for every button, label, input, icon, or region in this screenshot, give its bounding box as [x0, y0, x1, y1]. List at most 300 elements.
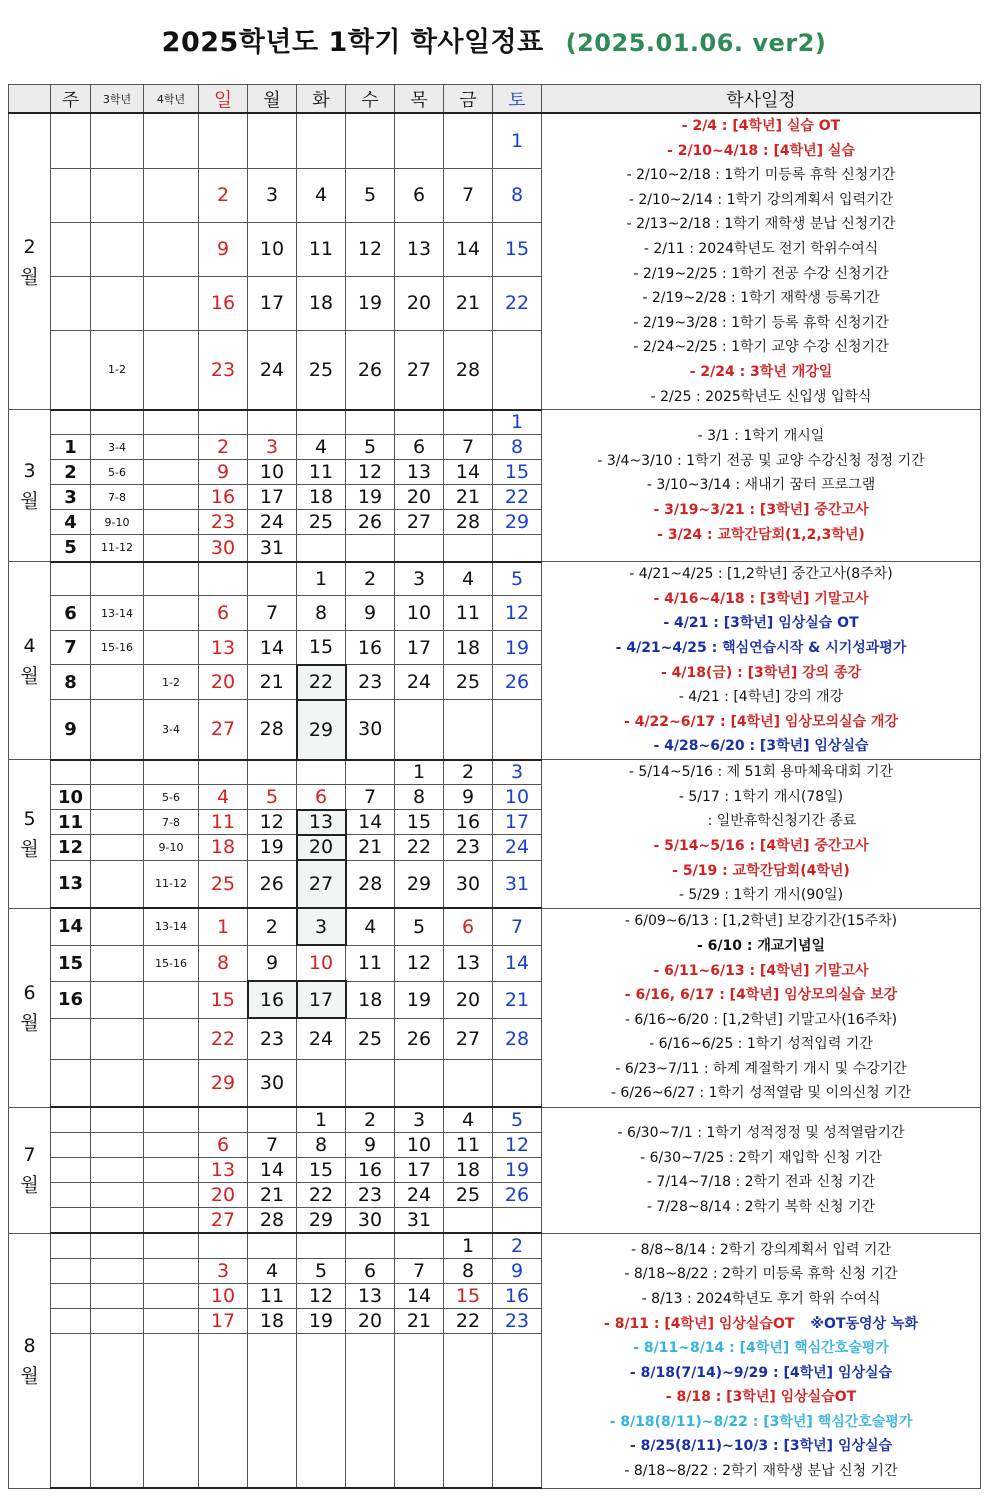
- schedule-item-text: - 3/4~3/10 : 1학기 전공 및 교양 수강신청 정정 기간: [597, 452, 925, 469]
- schedule-item-text: - 8/11 : [4학년] 임상실습OT: [604, 1315, 795, 1332]
- day-cell: [199, 113, 248, 168]
- header-mon: 월: [248, 85, 297, 114]
- schedule-item: [542, 809, 980, 834]
- schedule-cell-may: [542, 760, 981, 909]
- year3-week: [91, 665, 144, 700]
- day-cell: 11: [297, 460, 346, 485]
- day-cell: [346, 1059, 395, 1107]
- schedule-item: [542, 1238, 980, 1263]
- year4-week: [144, 535, 199, 562]
- year3-week: [91, 981, 144, 1018]
- day-cell: [444, 1333, 493, 1488]
- day-cell: 16: [199, 276, 248, 330]
- day-cell: 23: [444, 835, 493, 860]
- schedule-item-text: - 2/11 : 2024학년도 전기 학위수여식: [643, 240, 879, 257]
- day-cell: 13: [444, 945, 493, 981]
- day-cell: 7: [248, 596, 297, 631]
- schedule-item: [542, 760, 980, 785]
- day-cell: 22: [493, 276, 542, 330]
- schedule-item-text: - 5/14~5/16 : 제 51회 용마체육대회 기간: [628, 764, 894, 781]
- day-cell: 5: [248, 785, 297, 810]
- year4-week: 7-8: [144, 810, 199, 835]
- week-number: [51, 1233, 91, 1258]
- schedule-item-text: - 6/30~7/1 : 1학기 성적정정 및 성적열람기간: [617, 1125, 905, 1141]
- day-cell: 26: [346, 330, 395, 409]
- day-cell: 5: [346, 435, 395, 460]
- schedule-item: [542, 1410, 980, 1435]
- year4-week: [144, 1233, 199, 1258]
- schedule-item: [542, 360, 980, 385]
- header-sun: 일: [199, 85, 248, 114]
- day-cell: 16: [493, 1283, 542, 1308]
- day-cell: 23: [248, 1018, 297, 1059]
- day-cell: 21: [493, 981, 542, 1018]
- day-cell: [444, 1207, 493, 1233]
- day-cell: 9: [346, 596, 395, 631]
- schedule-item: [542, 237, 980, 262]
- week-number: 3: [51, 485, 91, 510]
- day-cell: 19: [493, 1157, 542, 1182]
- day-cell: 18: [346, 981, 395, 1018]
- schedule-item: [542, 1385, 980, 1410]
- day-cell: 2: [444, 760, 493, 785]
- day-cell: 22: [395, 835, 444, 860]
- day-cell: [297, 1333, 346, 1488]
- year3-week: [91, 222, 144, 276]
- schedule-item-text: - 4/22~6/17 : [4학년] 임상모의실습 개강: [624, 713, 898, 730]
- day-cell: 19: [346, 485, 395, 510]
- header-fri: 금: [444, 85, 493, 114]
- schedule-item: [542, 834, 980, 859]
- year3-week: [91, 1233, 144, 1258]
- schedule-item-text: - 2/10~4/18 : [4학년] 실습: [667, 142, 855, 159]
- day-cell: 7: [444, 168, 493, 222]
- schedule-item: [542, 286, 980, 311]
- week-number: 10: [51, 785, 91, 810]
- day-cell: 13: [199, 1157, 248, 1182]
- day-cell: 17: [248, 485, 297, 510]
- day-cell: 10: [248, 222, 297, 276]
- day-cell: [444, 113, 493, 168]
- day-cell: 30: [444, 860, 493, 908]
- day-cell: 12: [493, 1132, 542, 1157]
- year4-week: [144, 631, 199, 665]
- day-cell: [297, 113, 346, 168]
- year4-week: [144, 1157, 199, 1182]
- year4-week: [144, 1182, 199, 1207]
- year3-week: 11-12: [91, 535, 144, 562]
- week-number: [51, 562, 91, 596]
- day-cell: 7: [493, 908, 542, 945]
- day-cell: 24: [248, 330, 297, 409]
- year3-week: [91, 1283, 144, 1308]
- day-cell: 25: [346, 1018, 395, 1059]
- day-cell: 29: [297, 1207, 346, 1233]
- header-month-blank: [9, 85, 51, 114]
- day-cell: 13: [395, 222, 444, 276]
- day-cell: 21: [444, 276, 493, 330]
- day-cell: [297, 1233, 346, 1258]
- schedule-item-note: ※OT동영상 녹화: [810, 1315, 918, 1332]
- year3-week: [91, 113, 144, 168]
- day-cell: 19: [395, 981, 444, 1018]
- day-cell: 14: [248, 631, 297, 665]
- day-cell: [248, 113, 297, 168]
- day-cell: 5: [395, 908, 444, 945]
- day-cell: 16: [346, 631, 395, 665]
- day-cell: [297, 760, 346, 785]
- day-cell: 29: [199, 1059, 248, 1107]
- day-cell: 15: [395, 810, 444, 835]
- day-cell: 13: [346, 1283, 395, 1308]
- schedule-item: [542, 785, 980, 810]
- day-cell: [493, 330, 542, 409]
- day-cell: 20: [199, 665, 248, 700]
- schedule-item: [542, 335, 980, 360]
- week-number: [51, 1308, 91, 1333]
- schedule-cell-feb: [542, 113, 981, 410]
- header-year3: 3학년: [91, 85, 144, 114]
- day-cell: 6: [395, 168, 444, 222]
- year4-week: [144, 222, 199, 276]
- day-cell: 22: [493, 485, 542, 510]
- year4-week: 11-12: [144, 860, 199, 908]
- schedule-item: [542, 523, 980, 548]
- day-cell: 12: [297, 1283, 346, 1308]
- year3-week: [91, 760, 144, 785]
- schedule-item-text: - 7/28~8/14 : 2학기 복학 신청 기간: [646, 1198, 876, 1215]
- day-cell: [297, 535, 346, 562]
- year4-week: 3-4: [144, 700, 199, 760]
- day-cell: 4: [444, 562, 493, 596]
- day-cell: 3: [493, 760, 542, 785]
- day-cell: 7: [248, 1132, 297, 1157]
- schedule-item: [542, 710, 980, 735]
- schedule-cell-apr: [542, 562, 981, 760]
- day-cell: 12: [248, 810, 297, 835]
- schedule-item: [542, 1032, 980, 1057]
- year3-week: [91, 785, 144, 810]
- year3-week: [91, 276, 144, 330]
- year4-week: 13-14: [144, 908, 199, 945]
- day-cell: 13: [199, 631, 248, 665]
- day-cell: 20: [395, 485, 444, 510]
- day-cell: 8: [444, 1258, 493, 1283]
- day-cell: 19: [493, 631, 542, 665]
- year4-week: [144, 410, 199, 435]
- schedule-item-text: - 4/21~4/25 : [1,2학년] 중간고사(8주차): [629, 566, 893, 583]
- day-cell: 1: [493, 410, 542, 435]
- header-year4: 4학년: [144, 85, 199, 114]
- day-cell: 11: [346, 945, 395, 981]
- day-cell: [199, 1233, 248, 1258]
- year4-week: [144, 1059, 199, 1107]
- day-cell: 6: [199, 1132, 248, 1157]
- year4-week: [144, 1333, 199, 1488]
- day-cell: 17: [395, 631, 444, 665]
- week-number: 4: [51, 510, 91, 535]
- year4-week: 15-16: [144, 945, 199, 981]
- day-cell: 3: [248, 435, 297, 460]
- day-cell: [493, 535, 542, 562]
- day-cell: 15: [199, 981, 248, 1018]
- day-cell: 1: [444, 1233, 493, 1258]
- week-number: [51, 1107, 91, 1132]
- day-cell: 6: [346, 1258, 395, 1283]
- day-cell: [444, 700, 493, 760]
- day-cell: 3: [395, 562, 444, 596]
- schedule-item-text: - 2/24 : 3학년 개강일: [689, 363, 833, 380]
- schedule-item: [542, 1312, 980, 1337]
- day-cell: 29: [297, 700, 346, 760]
- week-number: [51, 330, 91, 409]
- day-cell: 13: [395, 460, 444, 485]
- week-row: [9, 562, 981, 596]
- day-cell: [346, 760, 395, 785]
- month-label-jun: 6 월: [9, 908, 51, 1107]
- year4-week: [144, 510, 199, 535]
- day-cell: 14: [248, 1157, 297, 1182]
- schedule-item: [542, 311, 980, 336]
- day-cell: 4: [199, 785, 248, 810]
- day-cell: [199, 760, 248, 785]
- page-title: [0, 20, 988, 59]
- week-row: [9, 1107, 981, 1132]
- year3-week: [91, 1157, 144, 1182]
- year3-week: [91, 835, 144, 860]
- schedule-item-text: - 4/21~4/25 : 핵심연습시작 & 시기성과평가: [615, 640, 907, 657]
- day-cell: 10: [248, 460, 297, 485]
- schedule-item: [542, 909, 980, 934]
- schedule-item-text: - 4/21 : [4학년] 강의 개강: [678, 689, 844, 706]
- calendar-body: [9, 113, 981, 1488]
- day-cell: 1: [395, 760, 444, 785]
- day-cell: 27: [199, 1207, 248, 1233]
- schedule-item: [542, 1057, 980, 1082]
- year4-week: [144, 113, 199, 168]
- day-cell: 4: [346, 908, 395, 945]
- day-cell: 22: [297, 1182, 346, 1207]
- schedule-item-text: : 일반휴학신청기간 종료: [707, 813, 857, 830]
- day-cell: 17: [248, 276, 297, 330]
- schedule-item-text: - 6/09~6/13 : [1,2학년] 보강기간(15주차): [624, 913, 898, 930]
- schedule-item-text: - 8/18(8/11)~8/22 : [3학년] 핵심간호술평가: [609, 1413, 913, 1430]
- day-cell: 28: [248, 1207, 297, 1233]
- day-cell: 28: [444, 330, 493, 409]
- schedule-item: [542, 1361, 980, 1386]
- day-cell: 4: [248, 1258, 297, 1283]
- schedule-item: [542, 883, 980, 908]
- schedule-item-text: - 6/30~7/25 : 2학기 재입학 신청 기간: [640, 1149, 882, 1166]
- day-cell: 31: [395, 1207, 444, 1233]
- week-number: 5: [51, 535, 91, 562]
- schedule-item: [542, 163, 980, 188]
- week-number: [51, 410, 91, 435]
- year4-week: [144, 330, 199, 409]
- schedule-item: [542, 1459, 980, 1484]
- day-cell: 6: [297, 785, 346, 810]
- day-cell: 25: [297, 330, 346, 409]
- month-label-feb: 2 월: [9, 113, 51, 410]
- day-cell: 2: [493, 1233, 542, 1258]
- day-cell: 14: [395, 1283, 444, 1308]
- year3-week: [91, 1059, 144, 1107]
- day-cell: 1: [199, 908, 248, 945]
- day-cell: 12: [346, 460, 395, 485]
- year3-week: [91, 1107, 144, 1132]
- year4-week: [144, 1283, 199, 1308]
- schedule-item-text: - 2/19~3/28 : 1학기 등록 휴학 신청기간: [633, 314, 889, 331]
- week-number: [51, 760, 91, 785]
- day-cell: 26: [493, 665, 542, 700]
- week-number: [51, 276, 91, 330]
- day-cell: 12: [395, 945, 444, 981]
- day-cell: [346, 535, 395, 562]
- week-number: 6: [51, 596, 91, 631]
- day-cell: 9: [199, 460, 248, 485]
- schedule-item-text: - 6/16, 6/17 : [4학년] 임상모의실습 보강: [624, 987, 898, 1004]
- day-cell: 19: [248, 835, 297, 860]
- day-cell: 9: [444, 785, 493, 810]
- week-number: [51, 1182, 91, 1207]
- day-cell: [444, 535, 493, 562]
- year4-week: [144, 981, 199, 1018]
- schedule-item: [542, 424, 980, 449]
- day-cell: [199, 1107, 248, 1132]
- day-cell: [395, 700, 444, 760]
- day-cell: [199, 410, 248, 435]
- day-cell: 15: [297, 631, 346, 665]
- month-label-jul: 7 월: [9, 1107, 51, 1233]
- week-number: [51, 1283, 91, 1308]
- schedule-item-text: - 3/10~3/14 : 새내기 꿈터 프로그램: [646, 477, 876, 494]
- year3-week: [91, 410, 144, 435]
- day-cell: 17: [199, 1308, 248, 1333]
- day-cell: 22: [297, 665, 346, 700]
- day-cell: [346, 410, 395, 435]
- day-cell: 23: [199, 330, 248, 409]
- week-number: 9: [51, 700, 91, 760]
- week-number: [51, 1059, 91, 1107]
- day-cell: [444, 410, 493, 435]
- day-cell: 6: [199, 596, 248, 631]
- day-cell: [248, 410, 297, 435]
- day-cell: 4: [444, 1107, 493, 1132]
- day-cell: 9: [493, 1258, 542, 1283]
- month-label-mar: 3 월: [9, 410, 51, 562]
- schedule-item: [542, 934, 980, 959]
- day-cell: 14: [493, 945, 542, 981]
- day-cell: 16: [444, 810, 493, 835]
- schedule-item: [542, 1170, 980, 1195]
- schedule-item-text: - 5/29 : 1학기 개시(90일): [678, 887, 844, 904]
- day-cell: 18: [444, 631, 493, 665]
- schedule-item-text: - 2/25 : 2025학년도 신입생 입학식: [650, 388, 872, 405]
- day-cell: 3: [395, 1107, 444, 1132]
- schedule-item: [542, 661, 980, 686]
- week-number: [51, 1132, 91, 1157]
- week-number: 1: [51, 435, 91, 460]
- schedule-item: [542, 1336, 980, 1361]
- day-cell: 16: [199, 485, 248, 510]
- schedule-item: [542, 1434, 980, 1459]
- schedule-item: [542, 1287, 980, 1312]
- schedule-item: [542, 473, 980, 498]
- day-cell: 16: [346, 1157, 395, 1182]
- schedule-item-text: - 2/4 : [4학년] 실습 OT: [681, 118, 841, 134]
- day-cell: 19: [346, 276, 395, 330]
- schedule-item-text: - 5/17 : 1학기 개시(78일): [678, 788, 844, 805]
- day-cell: 10: [493, 785, 542, 810]
- schedule-item-text: - 3/1 : 1학기 개시일: [697, 428, 825, 445]
- header-row: [9, 85, 981, 114]
- day-cell: 24: [493, 835, 542, 860]
- year4-week: [144, 596, 199, 631]
- day-cell: 11: [199, 810, 248, 835]
- year3-week: 13-14: [91, 596, 144, 631]
- schedule-item: [542, 1262, 980, 1287]
- day-cell: [248, 1233, 297, 1258]
- day-cell: 2: [199, 435, 248, 460]
- day-cell: 3: [199, 1258, 248, 1283]
- day-cell: 17: [493, 810, 542, 835]
- day-cell: 7: [395, 1258, 444, 1283]
- day-cell: 20: [199, 1182, 248, 1207]
- schedule-item-text: - 2/10~2/18 : 1학기 미등록 휴학 신청기간: [626, 167, 896, 184]
- day-cell: [493, 700, 542, 760]
- schedule-item-text: - 6/16~6/25 : 1학기 성적입력 기간: [649, 1036, 873, 1053]
- schedule-item: [542, 1146, 980, 1171]
- day-cell: 15: [493, 460, 542, 485]
- day-cell: 14: [444, 460, 493, 485]
- day-cell: 1: [297, 562, 346, 596]
- year4-week: [144, 1107, 199, 1132]
- schedule-item-text: - 8/25(8/11)~10/3 : [3학년] 임상실습: [629, 1438, 893, 1455]
- year3-week: [91, 945, 144, 981]
- day-cell: 30: [248, 1059, 297, 1107]
- schedule-item-text: - 2/10~2/14 : 1학기 강의계획서 입력기간: [628, 191, 894, 208]
- day-cell: 22: [444, 1308, 493, 1333]
- week-number: [51, 1333, 91, 1488]
- week-number: [51, 222, 91, 276]
- schedule-item-text: - 8/18 : [3학년] 임상실습OT: [665, 1389, 857, 1406]
- day-cell: 1: [493, 113, 542, 168]
- day-cell: [346, 113, 395, 168]
- schedule-item: [542, 262, 980, 287]
- day-cell: 19: [297, 1308, 346, 1333]
- day-cell: 31: [493, 860, 542, 908]
- schedule-item-text: - 4/28~6/20 : [3학년] 임상실습: [653, 738, 869, 755]
- day-cell: 21: [395, 1308, 444, 1333]
- day-cell: 27: [199, 700, 248, 760]
- year3-week: 7-8: [91, 485, 144, 510]
- year4-week: 5-6: [144, 785, 199, 810]
- day-cell: 15: [493, 222, 542, 276]
- schedule-item: [542, 1121, 980, 1146]
- year3-week: 15-16: [91, 631, 144, 665]
- year3-week: [91, 1207, 144, 1233]
- day-cell: 12: [346, 222, 395, 276]
- day-cell: 26: [346, 510, 395, 535]
- day-cell: 18: [297, 485, 346, 510]
- day-cell: 9: [199, 222, 248, 276]
- day-cell: 15: [444, 1283, 493, 1308]
- day-cell: 5: [493, 562, 542, 596]
- year4-week: [144, 760, 199, 785]
- schedule-item-text: - 6/10 : 개교기념일: [697, 937, 825, 954]
- day-cell: 20: [297, 835, 346, 860]
- day-cell: 23: [346, 665, 395, 700]
